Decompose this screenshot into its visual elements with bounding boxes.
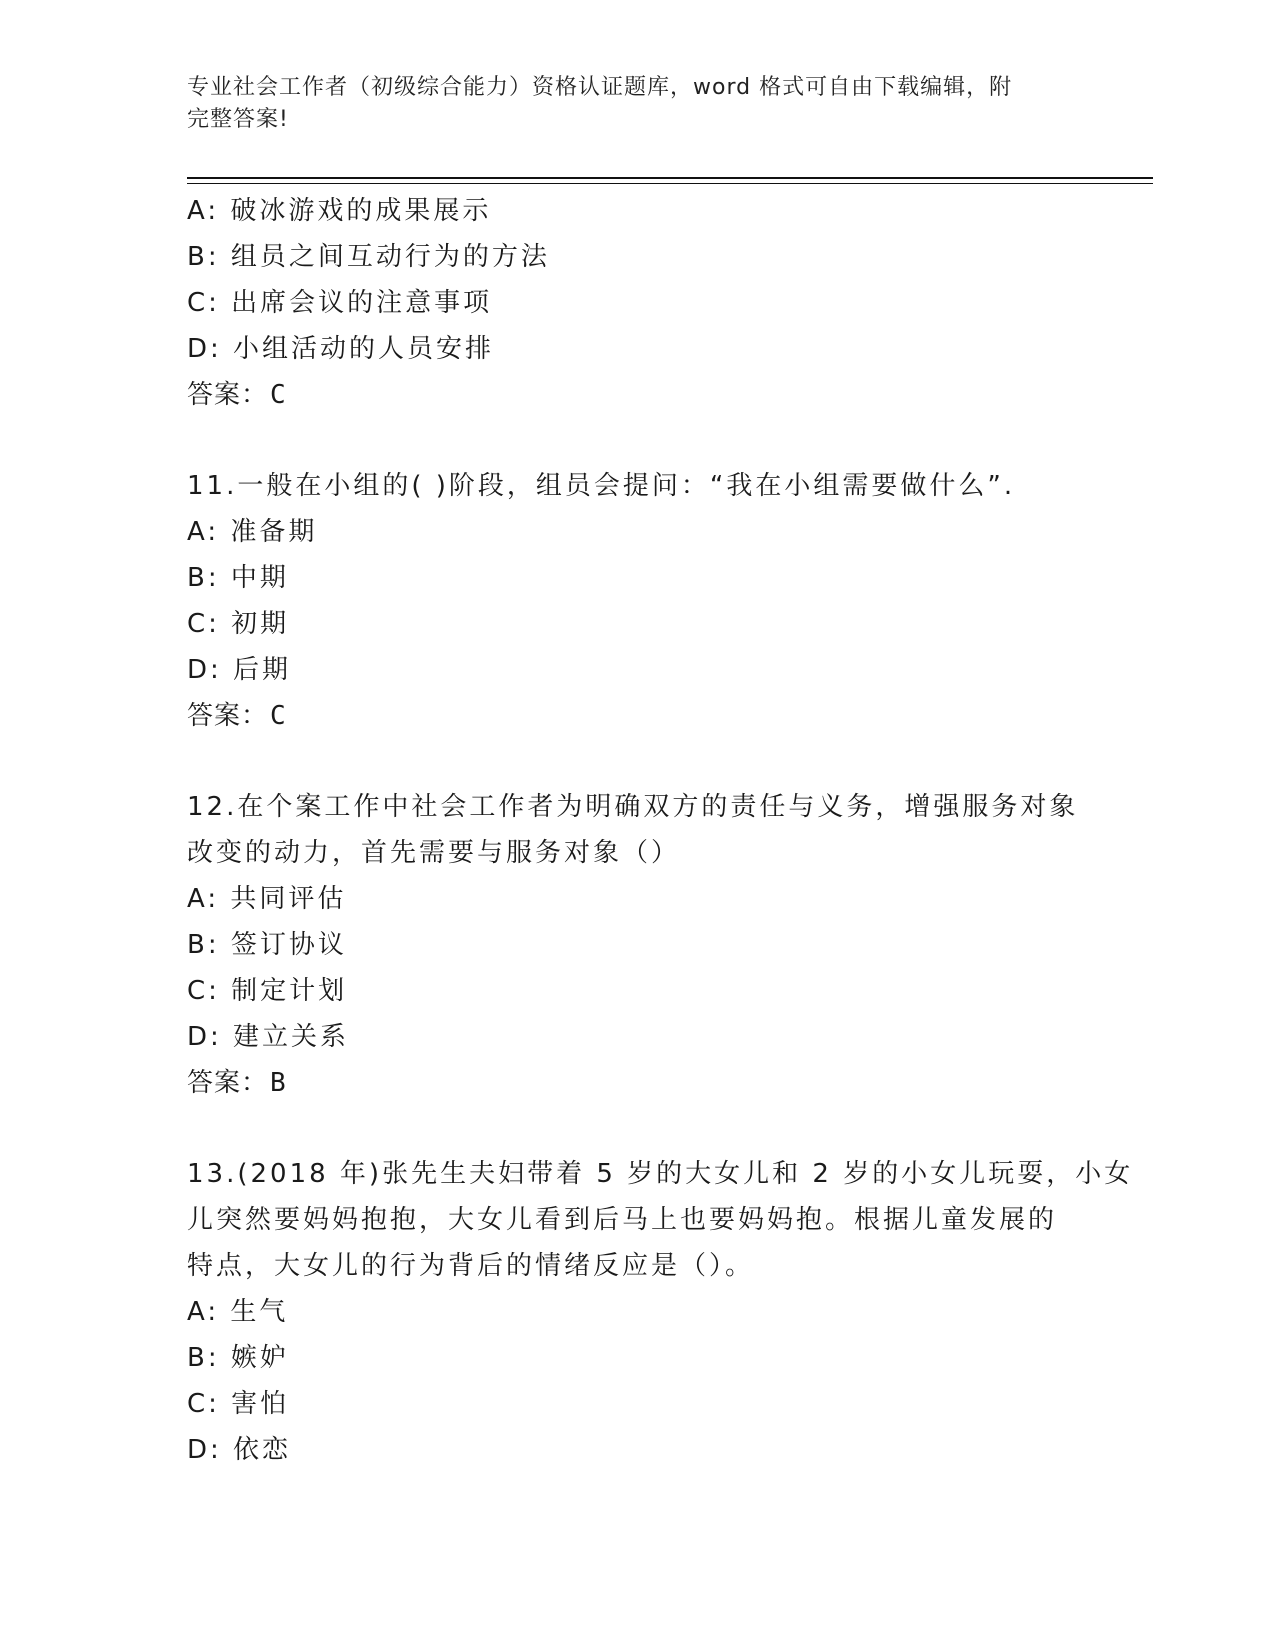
- answer-value: B: [270, 1068, 287, 1098]
- option-b: B: 中期: [187, 563, 289, 593]
- question-stem: 11.一般在小组的( )阶段，组员会提问：“我在小组需要做什么”.: [187, 471, 1016, 501]
- document-header: [187, 72, 1067, 136]
- answer-value: C: [270, 380, 287, 410]
- option-c: C: 出席会议的注意事项: [187, 288, 493, 318]
- question-stem-line-3: 特点，大女儿的行为背后的情绪反应是（）。: [187, 1251, 755, 1281]
- header-divider-thin: [187, 183, 1153, 184]
- answer-line: [187, 693, 1107, 739]
- question-list: [187, 188, 1134, 1473]
- option-b: B: 签订协议: [187, 930, 347, 960]
- option-a: A: 破冰游戏的成果展示: [187, 196, 492, 226]
- question-stem-line-1: 12.在个案工作中社会工作者为明确双方的责任与义务，增强服务对象: [187, 792, 1079, 822]
- option-d: D: 依恋: [187, 1435, 292, 1465]
- option-d: D: 小组活动的人员安排: [187, 334, 495, 364]
- question-10: [187, 188, 1107, 418]
- header-line-1: 专业社会工作者（初级综合能力）资格认证题库，word 格式可自由下载编辑，附: [187, 75, 1013, 100]
- answer-line: [187, 1060, 1107, 1106]
- header-line-2: 完整答案!: [187, 107, 289, 132]
- option-a: A: 生气: [187, 1297, 289, 1327]
- question-stem-line-2: 儿突然要妈妈抱抱，大女儿看到后马上也要妈妈抱。根据儿童发展的: [187, 1205, 1058, 1235]
- answer-label: 答案：: [187, 1068, 269, 1098]
- option-d: D: 后期: [187, 655, 292, 685]
- option-b: B: 组员之间互动行为的方法: [187, 242, 550, 272]
- spacer: [187, 418, 1107, 463]
- option-a: A: 准备期: [187, 517, 318, 547]
- option-c: C: 初期: [187, 609, 290, 639]
- option-a: A: 共同评估: [187, 884, 347, 914]
- answer-label: 答案：: [187, 701, 269, 731]
- question-stem-line-2: 改变的动力，首先需要与服务对象（）: [187, 838, 681, 868]
- header-divider-thick: [187, 177, 1153, 179]
- option-c: C: 害怕: [187, 1389, 290, 1419]
- answer-label: 答案：: [187, 380, 269, 410]
- option-b: B: 嫉妒: [187, 1343, 289, 1373]
- answer-value: C: [270, 701, 287, 731]
- question-stem-line-1: 13.(2018 年)张先生夫妇带着 5 岁的大女儿和 2 岁的小女儿玩耍，小女: [187, 1159, 1134, 1189]
- answer-line: [187, 372, 1107, 418]
- spacer: [187, 1106, 1107, 1151]
- option-d: D: 建立关系: [187, 1022, 350, 1052]
- question-13: [187, 1151, 1134, 1473]
- question-12: [187, 784, 1107, 1106]
- option-c: C: 制定计划: [187, 976, 348, 1006]
- spacer: [187, 739, 1107, 784]
- question-11: [187, 463, 1107, 739]
